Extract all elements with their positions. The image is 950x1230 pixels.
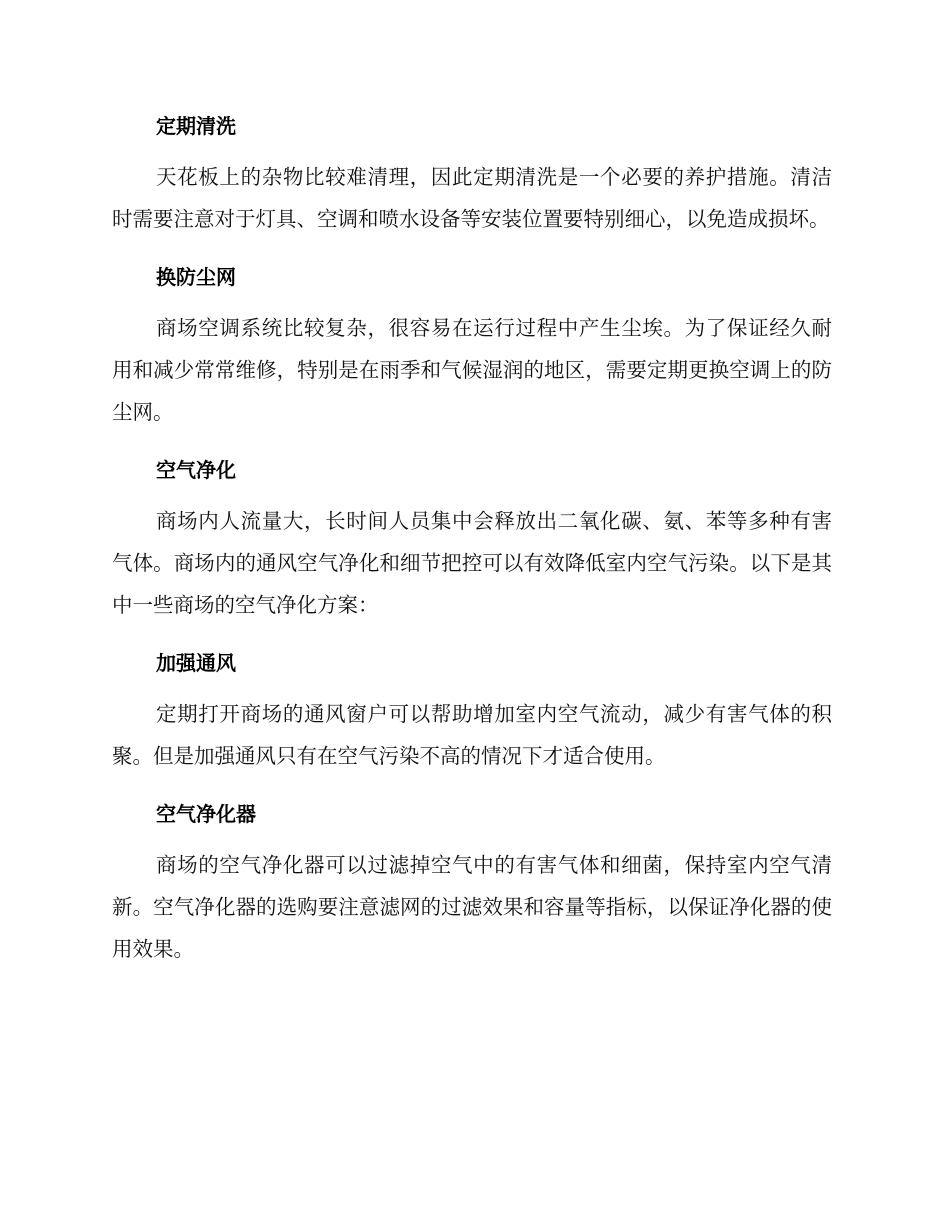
section-paragraph: 商场内人流量大，长时间人员集中会释放出二氧化碳、氨、苯等多种有害气体。商场内的通风空气净化和细节把控可以有效降低室内空气污染。以下是其中一些商场的空气净化方案： (112, 509, 832, 617)
section-regular-cleaning (112, 104, 832, 240)
section-air-purifier (112, 792, 832, 970)
section-heading: 定期清洗 (156, 114, 236, 138)
section-ventilation (112, 641, 832, 777)
section-heading: 换防尘网 (156, 265, 236, 289)
section-heading: 加强通风 (156, 651, 236, 675)
section-heading: 空气净化 (156, 458, 236, 482)
section-air-purification (112, 448, 832, 626)
section-paragraph: 天花板上的杂物比较难清理，因此定期清洗是一个必要的养护措施。清洁时需要注意对于灯具、空调和喷水设备等安装位置要特别细心，以免造成损坏。 (112, 165, 832, 231)
section-dust-filter (112, 255, 832, 433)
section-paragraph: 定期打开商场的通风窗户可以帮助增加室内空气流动，减少有害气体的积聚。但是加强通风只有在空气污染不高的情况下才适合使用。 (112, 702, 832, 768)
document-content (112, 104, 832, 985)
section-paragraph: 商场空调系统比较复杂，很容易在运行过程中产生尘埃。为了保证经久耐用和减少常常维修，特别是在雨季和气候湿润的地区，需要定期更换空调上的防尘网。 (112, 316, 832, 424)
section-heading: 空气净化器 (156, 802, 256, 826)
section-paragraph: 商场的空气净化器可以过滤掉空气中的有害气体和细菌，保持室内空气清新。空气净化器的选购要注意滤网的过滤效果和容量等指标，以保证净化器的使用效果。 (112, 853, 832, 961)
